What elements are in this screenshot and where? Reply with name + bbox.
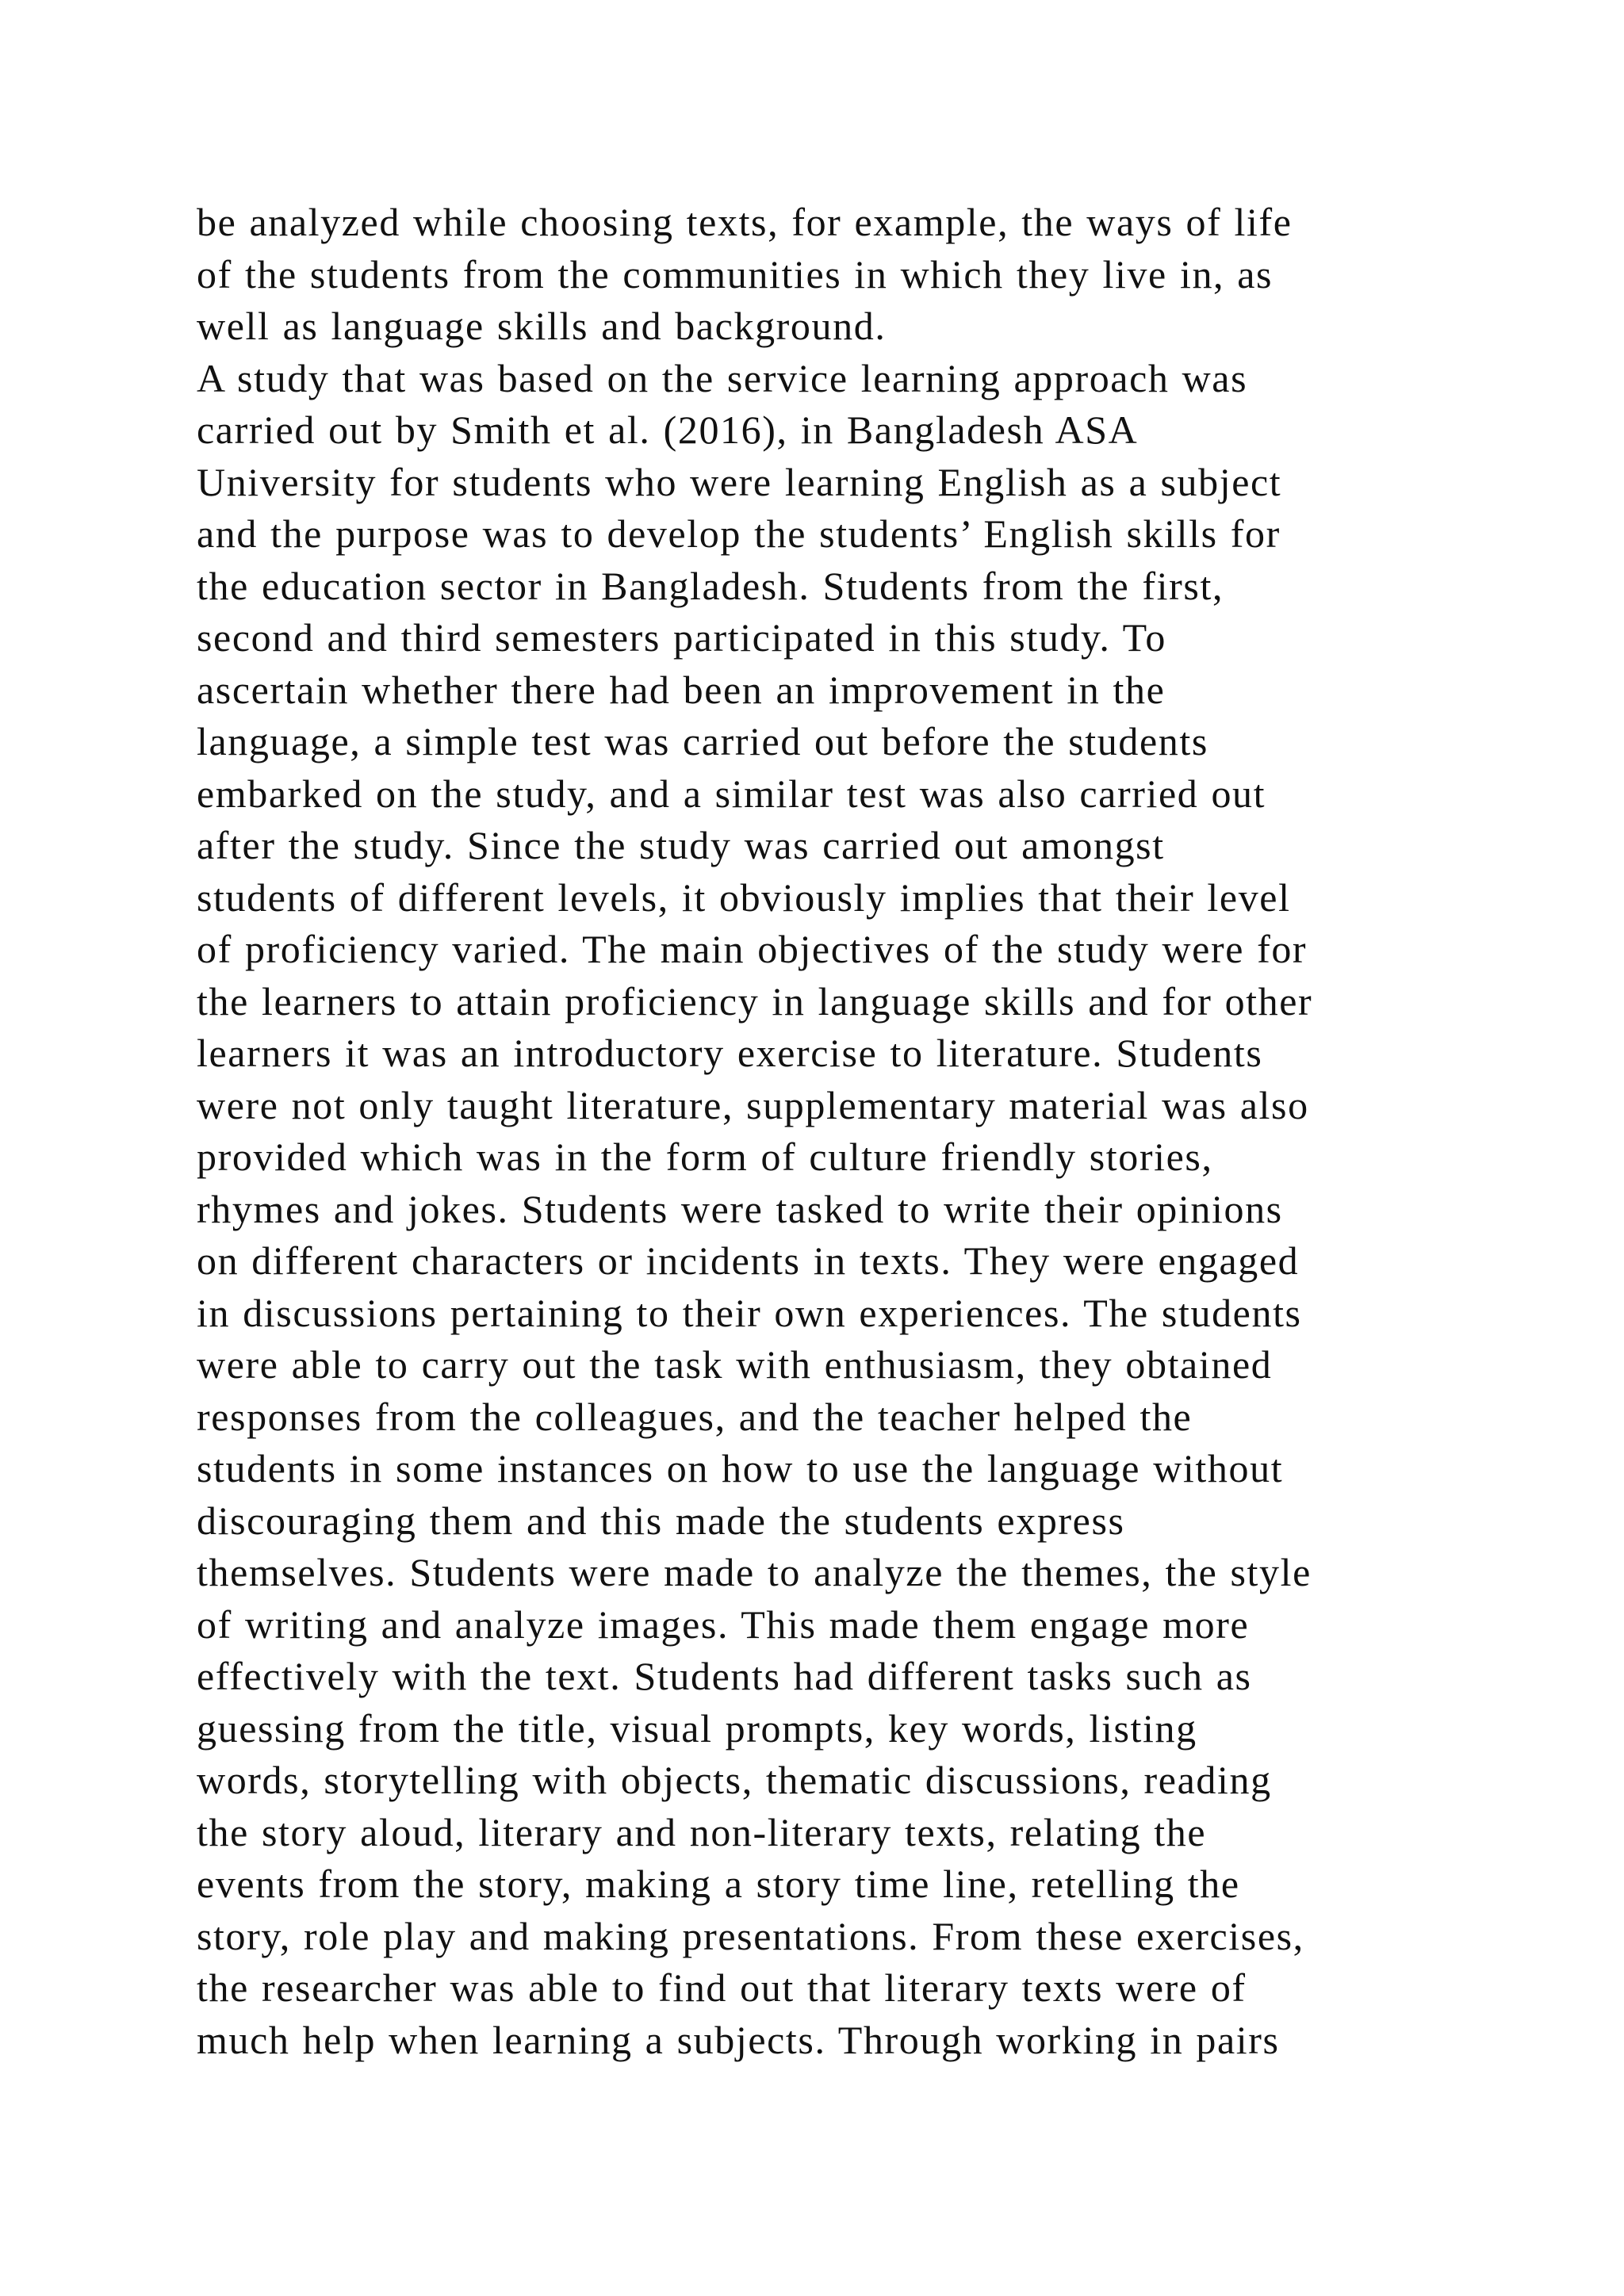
text-line: students of different levels, it obviously implies that their level <box>197 874 1291 920</box>
text-line: of proficiency varied. The main objectives of the study were for <box>197 927 1308 971</box>
text-line: A study that was based on the service learning approach was <box>197 355 1248 400</box>
text-line: responses from the colleagues, and the teacher helped the <box>197 1394 1193 1439</box>
text-line: guessing from the title, visual prompts, key words, listing <box>197 1705 1197 1751</box>
text-line: and the purpose was to develop the students’ English skills for <box>197 511 1281 556</box>
text-line: learners it was an introductory exercise to literature. Students <box>197 1031 1263 1075</box>
text-line: were able to carry out the task with enthusiasm, they obtained <box>197 1342 1273 1387</box>
text-line: events from the story, making a story time line, retelling the <box>197 1862 1240 1906</box>
text-line: in discussions pertaining to their own experiences. The students <box>197 1290 1302 1335</box>
text-line: story, role play and making presentations. From these exercises, <box>197 1913 1304 1958</box>
text-line: well as language skills and background. <box>197 304 887 348</box>
text-line: provided which was in the form of culture friendly stories, <box>197 1135 1213 1179</box>
text-line: the education sector in Bangladesh. Students from the first, <box>197 563 1224 608</box>
text-line: language, a simple test was carried out before the students <box>197 719 1208 763</box>
text-line: embarked on the study, and a similar test was also carried out <box>197 771 1266 816</box>
text-line: effectively with the text. Students had different tasks such as <box>197 1654 1252 1698</box>
text-line: on different characters or incidents in texts. They were engaged <box>197 1238 1300 1283</box>
text-line: discouraging them and this made the students express <box>197 1498 1125 1543</box>
text-line: of the students from the communities in which they live in, as <box>197 251 1274 297</box>
body-text <box>197 197 1497 2066</box>
text-line: be analyzed while choosing texts, for example, the ways of life <box>197 200 1293 244</box>
text-line: University for students who were learning English as a subject <box>197 459 1282 504</box>
text-line: words, storytelling with objects, thematic discussions, reading <box>197 1758 1272 1802</box>
text-line: second and third semesters participated in this study. To <box>197 615 1166 660</box>
text-line: the story aloud, literary and non-literary texts, relating the <box>197 1809 1207 1854</box>
text-line: themselves. Students were made to analyze the themes, the style <box>197 1550 1312 1594</box>
text-line: much help when learning a subjects. Through working in pairs <box>197 2017 1280 2062</box>
text-line: the learners to attain proficiency in language skills and for other <box>197 978 1313 1024</box>
text-line: of writing and analyze images. This made them engage more <box>197 1601 1250 1647</box>
text-line: carried out by Smith et al. (2016), in Bangladesh ASA <box>197 408 1139 452</box>
text-line: after the study. Since the study was carried out amongst <box>197 823 1165 867</box>
text-line: students in some instances on how to use the language without <box>197 1446 1284 1490</box>
text-line: ascertain whether there had been an improvement in the <box>197 667 1166 712</box>
text-line: rhymes and jokes. Students were tasked to write their opinions <box>197 1186 1283 1231</box>
text-line: were not only taught literature, supplementary material was also <box>197 1082 1309 1127</box>
text-line: the researcher was able to find out that literary texts were of <box>197 1965 1247 2010</box>
